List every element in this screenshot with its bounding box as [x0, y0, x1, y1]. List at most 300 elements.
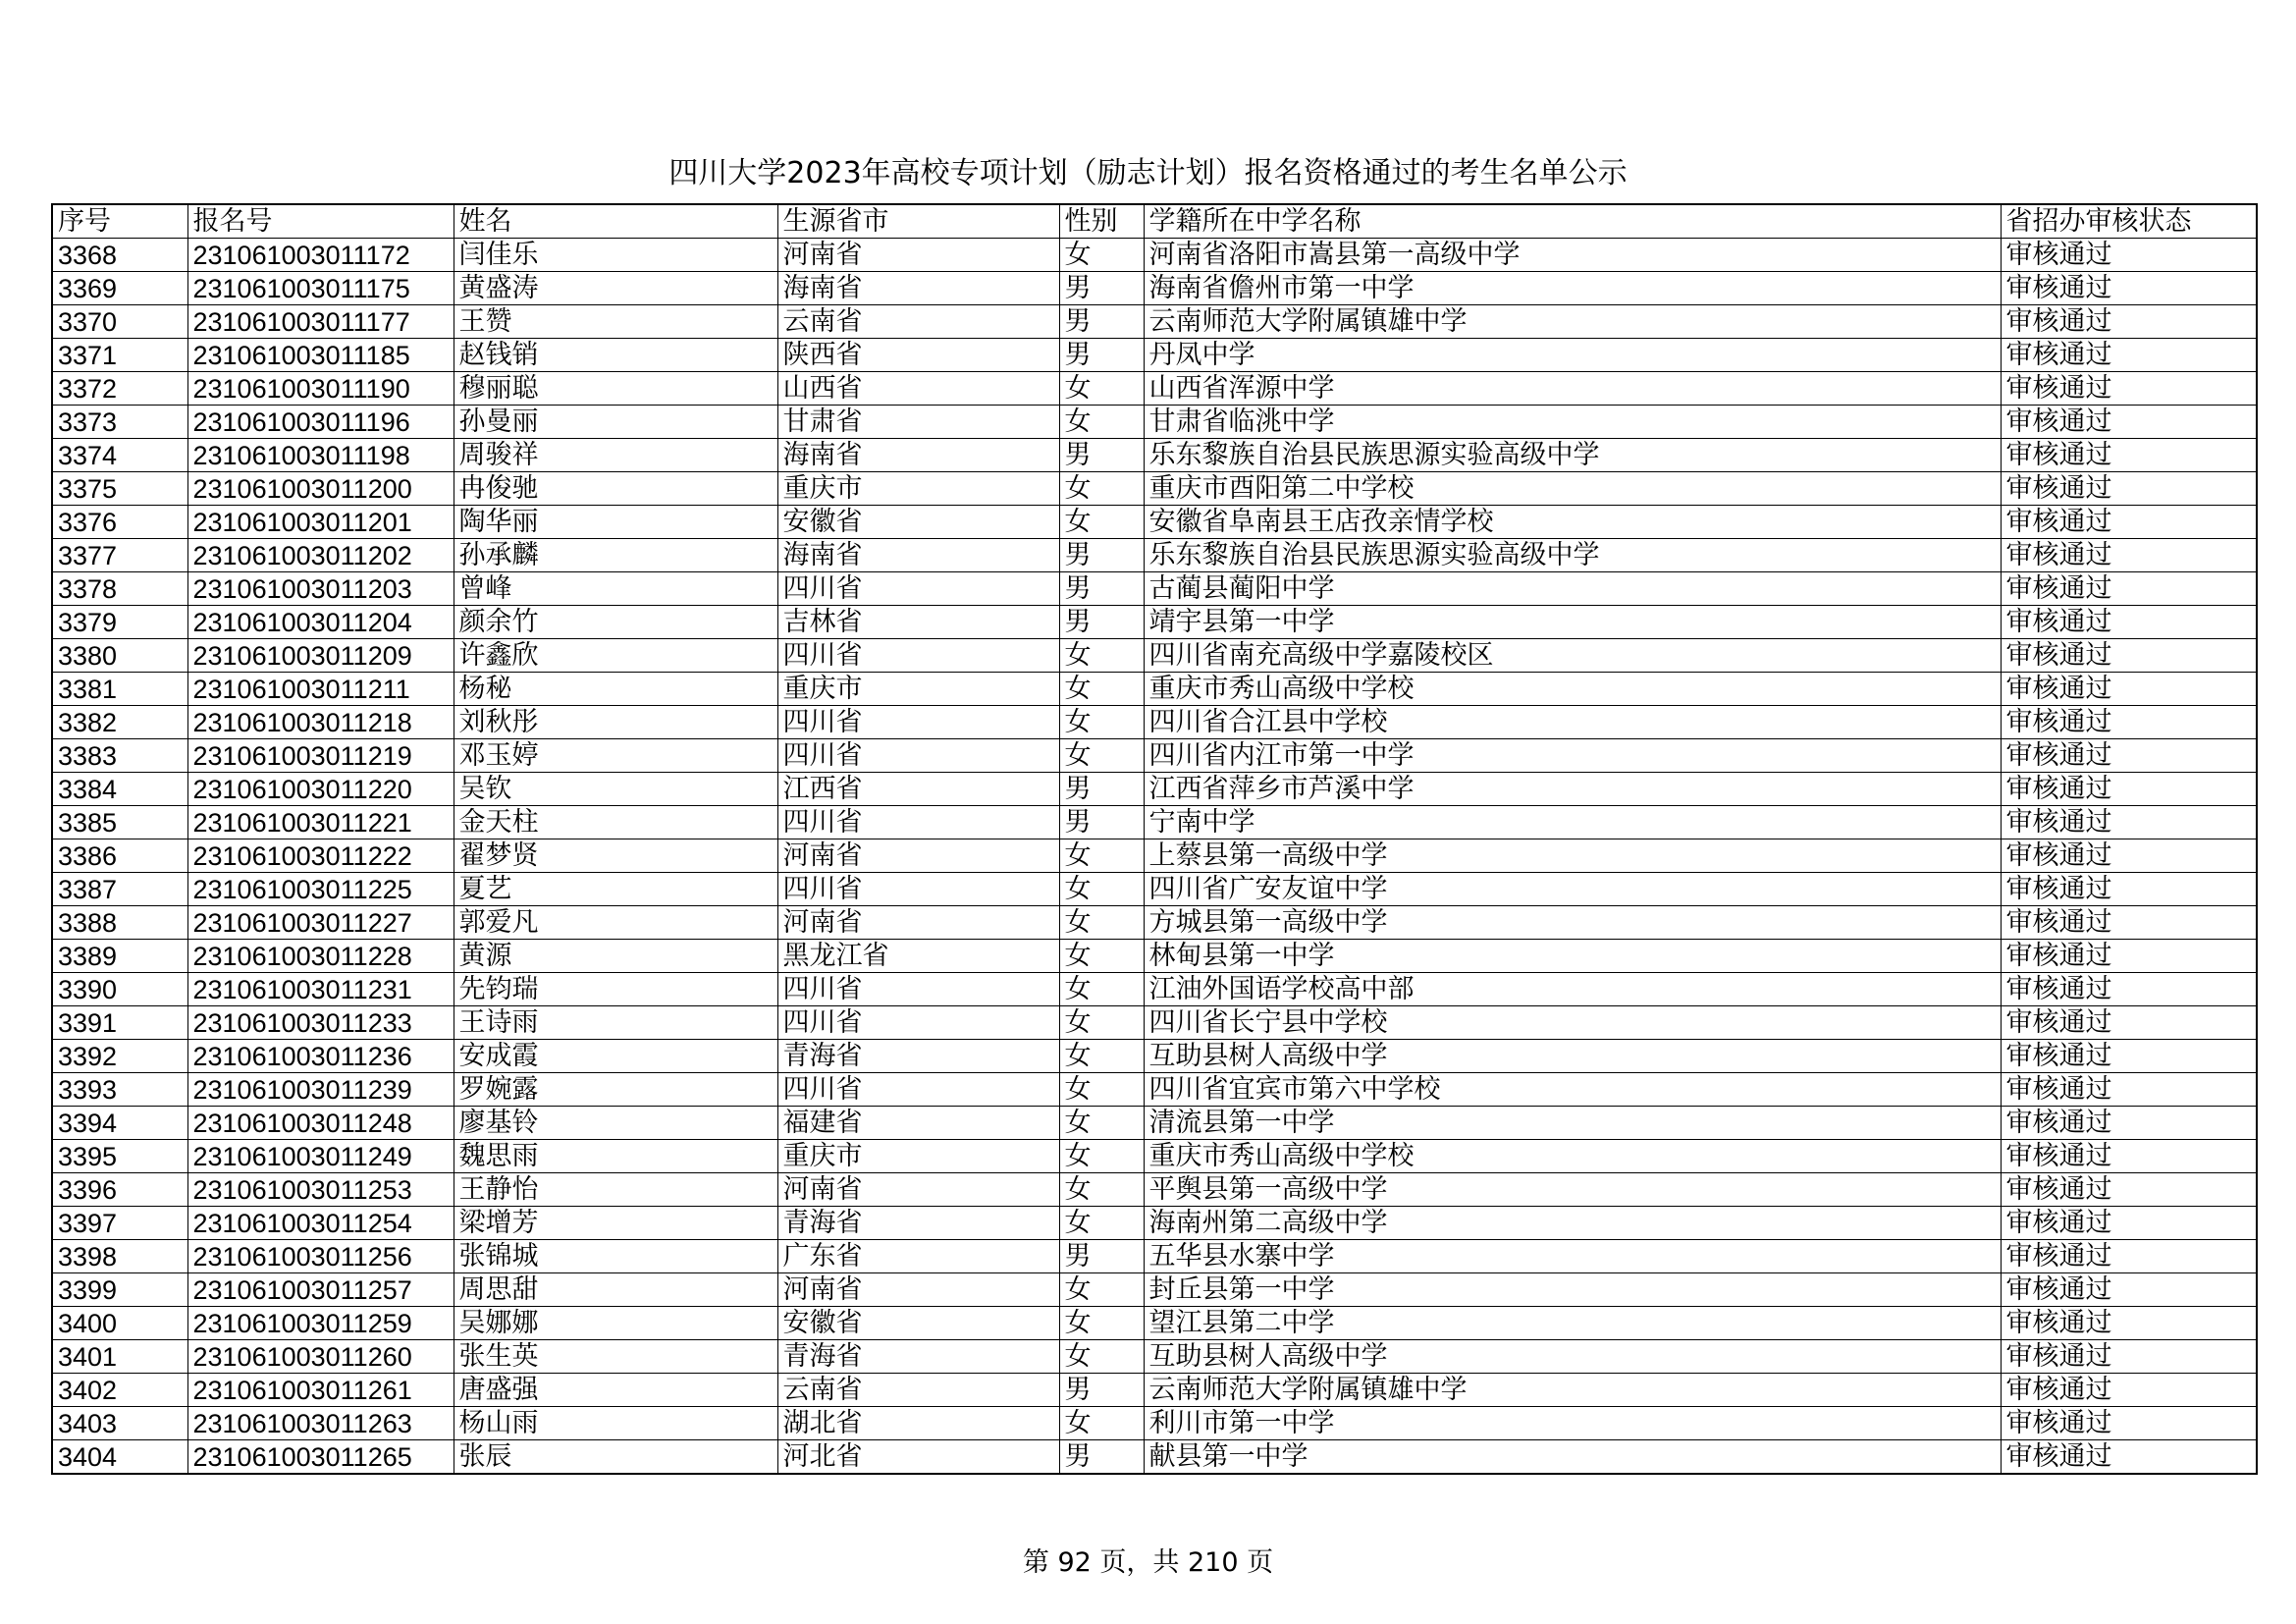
cell-name: 邓玉婷 — [454, 739, 777, 773]
cell-gender: 女 — [1059, 940, 1144, 973]
cell-registration-id: 231061003011203 — [187, 572, 454, 606]
cell-seq: 3371 — [52, 339, 187, 372]
cell-gender: 女 — [1059, 1307, 1144, 1340]
table-row — [52, 973, 2257, 1006]
cell-origin-province: 四川省 — [777, 639, 1059, 673]
cell-name: 黄源 — [454, 940, 777, 973]
cell-name: 夏艺 — [454, 873, 777, 906]
cell-review-status: 审核通过 — [2001, 639, 2257, 673]
cell-origin-province: 青海省 — [777, 1340, 1059, 1374]
cell-origin-province: 青海省 — [777, 1040, 1059, 1073]
table-row — [52, 372, 2257, 406]
cell-gender: 男 — [1059, 572, 1144, 606]
cell-registration-id: 231061003011259 — [187, 1307, 454, 1340]
cell-origin-province: 四川省 — [777, 1006, 1059, 1040]
cell-seq: 3385 — [52, 806, 187, 839]
cell-school-name: 利川市第一中学 — [1144, 1407, 2001, 1440]
cell-school-name: 方城县第一高级中学 — [1144, 906, 2001, 940]
cell-origin-province: 四川省 — [777, 706, 1059, 739]
cell-origin-province: 江西省 — [777, 773, 1059, 806]
cell-gender: 女 — [1059, 639, 1144, 673]
cell-school-name: 封丘县第一中学 — [1144, 1273, 2001, 1307]
cell-seq: 3390 — [52, 973, 187, 1006]
table-row — [52, 806, 2257, 839]
table-row — [52, 673, 2257, 706]
table-body — [52, 239, 2257, 1475]
cell-name: 王诗雨 — [454, 1006, 777, 1040]
cell-review-status: 审核通过 — [2001, 372, 2257, 406]
cell-name: 杨山雨 — [454, 1407, 777, 1440]
table-row — [52, 839, 2257, 873]
cell-school-name: 四川省内江市第一中学 — [1144, 739, 2001, 773]
cell-gender: 男 — [1059, 272, 1144, 305]
cell-seq: 3388 — [52, 906, 187, 940]
cell-name: 罗婉露 — [454, 1073, 777, 1107]
cell-review-status: 审核通过 — [2001, 1040, 2257, 1073]
table-row — [52, 239, 2257, 272]
table-row — [52, 706, 2257, 739]
cell-gender: 男 — [1059, 439, 1144, 472]
cell-review-status: 审核通过 — [2001, 806, 2257, 839]
cell-review-status: 审核通过 — [2001, 439, 2257, 472]
cell-origin-province: 河南省 — [777, 1173, 1059, 1207]
cell-registration-id: 231061003011185 — [187, 339, 454, 372]
cell-registration-id: 231061003011261 — [187, 1374, 454, 1407]
cell-gender: 女 — [1059, 1407, 1144, 1440]
cell-seq: 3368 — [52, 239, 187, 272]
table-row — [52, 272, 2257, 305]
cell-name: 廖基铃 — [454, 1107, 777, 1140]
cell-school-name: 重庆市秀山高级中学校 — [1144, 673, 2001, 706]
cell-gender: 女 — [1059, 472, 1144, 506]
column-header-registration-id: 报名号 — [187, 204, 454, 239]
cell-name: 唐盛强 — [454, 1374, 777, 1407]
cell-school-name: 四川省广安友谊中学 — [1144, 873, 2001, 906]
cell-name: 郭爱凡 — [454, 906, 777, 940]
table-row — [52, 1107, 2257, 1140]
cell-seq: 3399 — [52, 1273, 187, 1307]
cell-registration-id: 231061003011222 — [187, 839, 454, 873]
cell-seq: 3370 — [52, 305, 187, 339]
cell-gender: 男 — [1059, 806, 1144, 839]
table-row — [52, 940, 2257, 973]
cell-origin-province: 四川省 — [777, 572, 1059, 606]
cell-school-name: 江油外国语学校高中部 — [1144, 973, 2001, 1006]
cell-seq: 3401 — [52, 1340, 187, 1374]
cell-origin-province: 四川省 — [777, 739, 1059, 773]
cell-name: 金天柱 — [454, 806, 777, 839]
cell-registration-id: 231061003011227 — [187, 906, 454, 940]
cell-gender: 女 — [1059, 906, 1144, 940]
cell-seq: 3375 — [52, 472, 187, 506]
cell-seq: 3396 — [52, 1173, 187, 1207]
cell-name: 安成霞 — [454, 1040, 777, 1073]
cell-school-name: 江西省萍乡市芦溪中学 — [1144, 773, 2001, 806]
cell-registration-id: 231061003011225 — [187, 873, 454, 906]
cell-name: 翟梦贤 — [454, 839, 777, 873]
table-row — [52, 739, 2257, 773]
cell-registration-id: 231061003011248 — [187, 1107, 454, 1140]
cell-seq: 3394 — [52, 1107, 187, 1140]
cell-origin-province: 重庆市 — [777, 472, 1059, 506]
cell-seq: 3379 — [52, 606, 187, 639]
cell-gender: 女 — [1059, 839, 1144, 873]
cell-origin-province: 云南省 — [777, 1374, 1059, 1407]
cell-origin-province: 河北省 — [777, 1440, 1059, 1475]
page-footer: 第 92 页，共 210 页 — [1022, 1547, 1274, 1578]
cell-school-name: 云南师范大学附属镇雄中学 — [1144, 305, 2001, 339]
cell-name: 张辰 — [454, 1440, 777, 1475]
cell-origin-province: 四川省 — [777, 973, 1059, 1006]
cell-school-name: 四川省合江县中学校 — [1144, 706, 2001, 739]
cell-gender: 男 — [1059, 1240, 1144, 1273]
cell-review-status: 审核通过 — [2001, 606, 2257, 639]
column-header-seq: 序号 — [52, 204, 187, 239]
cell-registration-id: 231061003011233 — [187, 1006, 454, 1040]
cell-seq: 3381 — [52, 673, 187, 706]
cell-review-status: 审核通过 — [2001, 673, 2257, 706]
cell-registration-id: 231061003011218 — [187, 706, 454, 739]
cell-origin-province: 安徽省 — [777, 1307, 1059, 1340]
cell-school-name: 宁南中学 — [1144, 806, 2001, 839]
cell-seq: 3376 — [52, 506, 187, 539]
cell-origin-province: 四川省 — [777, 806, 1059, 839]
cell-registration-id: 231061003011221 — [187, 806, 454, 839]
cell-seq: 3404 — [52, 1440, 187, 1475]
cell-gender: 女 — [1059, 372, 1144, 406]
cell-name: 周思甜 — [454, 1273, 777, 1307]
cell-seq: 3391 — [52, 1006, 187, 1040]
candidate-table — [51, 203, 2258, 1475]
cell-origin-province: 黑龙江省 — [777, 940, 1059, 973]
table-row — [52, 1006, 2257, 1040]
cell-name: 穆丽聪 — [454, 372, 777, 406]
table-row — [52, 406, 2257, 439]
cell-review-status: 审核通过 — [2001, 1207, 2257, 1240]
cell-review-status: 审核通过 — [2001, 305, 2257, 339]
cell-registration-id: 231061003011260 — [187, 1340, 454, 1374]
cell-name: 张锦城 — [454, 1240, 777, 1273]
cell-registration-id: 231061003011201 — [187, 506, 454, 539]
cell-origin-province: 广东省 — [777, 1240, 1059, 1273]
cell-registration-id: 231061003011175 — [187, 272, 454, 305]
table-row — [52, 339, 2257, 372]
cell-review-status: 审核通过 — [2001, 1374, 2257, 1407]
cell-gender: 男 — [1059, 305, 1144, 339]
table-row — [52, 1140, 2257, 1173]
cell-seq: 3402 — [52, 1374, 187, 1407]
cell-gender: 女 — [1059, 1273, 1144, 1307]
cell-registration-id: 231061003011211 — [187, 673, 454, 706]
cell-name: 孙曼丽 — [454, 406, 777, 439]
cell-origin-province: 河南省 — [777, 239, 1059, 272]
cell-registration-id: 231061003011202 — [187, 539, 454, 572]
cell-name: 许鑫欣 — [454, 639, 777, 673]
cell-school-name: 互助县树人高级中学 — [1144, 1040, 2001, 1073]
cell-seq: 3372 — [52, 372, 187, 406]
table-row — [52, 539, 2257, 572]
cell-school-name: 靖宇县第一中学 — [1144, 606, 2001, 639]
cell-origin-province: 重庆市 — [777, 1140, 1059, 1173]
cell-review-status: 审核通过 — [2001, 1140, 2257, 1173]
cell-gender: 女 — [1059, 239, 1144, 272]
cell-seq: 3393 — [52, 1073, 187, 1107]
cell-seq: 3378 — [52, 572, 187, 606]
cell-school-name: 安徽省阜南县王店孜亲情学校 — [1144, 506, 2001, 539]
table-row — [52, 472, 2257, 506]
cell-school-name: 乐东黎族自治县民族思源实验高级中学 — [1144, 539, 2001, 572]
cell-gender: 女 — [1059, 706, 1144, 739]
cell-gender: 女 — [1059, 873, 1144, 906]
cell-school-name: 丹凤中学 — [1144, 339, 2001, 372]
cell-origin-province: 四川省 — [777, 1073, 1059, 1107]
cell-seq: 3403 — [52, 1407, 187, 1440]
cell-registration-id: 231061003011253 — [187, 1173, 454, 1207]
cell-review-status: 审核通过 — [2001, 739, 2257, 773]
cell-registration-id: 231061003011200 — [187, 472, 454, 506]
table-row — [52, 773, 2257, 806]
document-title: 四川大学2023年高校专项计划（励志计划）报名资格通过的考生名单公示 — [668, 156, 1628, 190]
cell-school-name: 四川省南充高级中学嘉陵校区 — [1144, 639, 2001, 673]
cell-review-status: 审核通过 — [2001, 706, 2257, 739]
cell-review-status: 审核通过 — [2001, 1107, 2257, 1140]
cell-registration-id: 231061003011190 — [187, 372, 454, 406]
cell-seq: 3374 — [52, 439, 187, 472]
cell-school-name: 互助县树人高级中学 — [1144, 1340, 2001, 1374]
cell-origin-province: 吉林省 — [777, 606, 1059, 639]
cell-name: 吴钦 — [454, 773, 777, 806]
cell-school-name: 林甸县第一中学 — [1144, 940, 2001, 973]
table-row — [52, 1173, 2257, 1207]
cell-gender: 女 — [1059, 973, 1144, 1006]
cell-registration-id: 231061003011204 — [187, 606, 454, 639]
cell-gender: 男 — [1059, 539, 1144, 572]
cell-seq: 3392 — [52, 1040, 187, 1073]
cell-school-name: 献县第一中学 — [1144, 1440, 2001, 1475]
cell-review-status: 审核通过 — [2001, 1340, 2257, 1374]
cell-gender: 女 — [1059, 739, 1144, 773]
cell-name: 闫佳乐 — [454, 239, 777, 272]
cell-gender: 女 — [1059, 1040, 1144, 1073]
cell-registration-id: 231061003011263 — [187, 1407, 454, 1440]
cell-review-status: 审核通过 — [2001, 406, 2257, 439]
cell-origin-province: 福建省 — [777, 1107, 1059, 1140]
cell-origin-province: 海南省 — [777, 439, 1059, 472]
cell-gender: 男 — [1059, 1374, 1144, 1407]
column-header-review-status: 省招办审核状态 — [2001, 204, 2257, 239]
table-header-row — [52, 204, 2257, 239]
cell-origin-province: 山西省 — [777, 372, 1059, 406]
cell-seq: 3398 — [52, 1240, 187, 1273]
cell-school-name: 重庆市酉阳第二中学校 — [1144, 472, 2001, 506]
cell-seq: 3373 — [52, 406, 187, 439]
column-header-gender: 性别 — [1059, 204, 1144, 239]
table-row — [52, 1073, 2257, 1107]
cell-name: 周骏祥 — [454, 439, 777, 472]
cell-review-status: 审核通过 — [2001, 973, 2257, 1006]
cell-seq: 3386 — [52, 839, 187, 873]
cell-registration-id: 231061003011177 — [187, 305, 454, 339]
table-row — [52, 439, 2257, 472]
cell-registration-id: 231061003011236 — [187, 1040, 454, 1073]
table-row — [52, 873, 2257, 906]
cell-name: 黄盛涛 — [454, 272, 777, 305]
cell-gender: 女 — [1059, 506, 1144, 539]
cell-seq: 3397 — [52, 1207, 187, 1240]
cell-origin-province: 河南省 — [777, 906, 1059, 940]
cell-review-status: 审核通过 — [2001, 506, 2257, 539]
cell-name: 魏思雨 — [454, 1140, 777, 1173]
cell-school-name: 平舆县第一高级中学 — [1144, 1173, 2001, 1207]
cell-gender: 男 — [1059, 606, 1144, 639]
cell-name: 颜余竹 — [454, 606, 777, 639]
cell-review-status: 审核通过 — [2001, 272, 2257, 305]
cell-name: 梁增芳 — [454, 1207, 777, 1240]
cell-registration-id: 231061003011196 — [187, 406, 454, 439]
cell-school-name: 海南州第二高级中学 — [1144, 1207, 2001, 1240]
cell-registration-id: 231061003011228 — [187, 940, 454, 973]
cell-name: 曾峰 — [454, 572, 777, 606]
cell-review-status: 审核通过 — [2001, 239, 2257, 272]
cell-school-name: 望江县第二中学 — [1144, 1307, 2001, 1340]
cell-registration-id: 231061003011209 — [187, 639, 454, 673]
cell-registration-id: 231061003011254 — [187, 1207, 454, 1240]
cell-registration-id: 231061003011220 — [187, 773, 454, 806]
cell-seq: 3387 — [52, 873, 187, 906]
cell-school-name: 乐东黎族自治县民族思源实验高级中学 — [1144, 439, 2001, 472]
cell-school-name: 重庆市秀山高级中学校 — [1144, 1140, 2001, 1173]
cell-gender: 女 — [1059, 673, 1144, 706]
cell-review-status: 审核通过 — [2001, 339, 2257, 372]
cell-review-status: 审核通过 — [2001, 940, 2257, 973]
column-header-origin-province: 生源省市 — [777, 204, 1059, 239]
cell-review-status: 审核通过 — [2001, 839, 2257, 873]
cell-origin-province: 陕西省 — [777, 339, 1059, 372]
table-row — [52, 1240, 2257, 1273]
cell-gender: 女 — [1059, 1107, 1144, 1140]
cell-origin-province: 海南省 — [777, 272, 1059, 305]
cell-name: 孙承麟 — [454, 539, 777, 572]
table-row — [52, 639, 2257, 673]
cell-review-status: 审核通过 — [2001, 1307, 2257, 1340]
cell-review-status: 审核通过 — [2001, 1006, 2257, 1040]
cell-seq: 3377 — [52, 539, 187, 572]
cell-seq: 3383 — [52, 739, 187, 773]
table-row — [52, 305, 2257, 339]
cell-seq: 3384 — [52, 773, 187, 806]
table-row — [52, 1374, 2257, 1407]
cell-name: 陶华丽 — [454, 506, 777, 539]
cell-review-status: 审核通过 — [2001, 773, 2257, 806]
cell-review-status: 审核通过 — [2001, 1407, 2257, 1440]
cell-review-status: 审核通过 — [2001, 1440, 2257, 1475]
cell-gender: 女 — [1059, 1207, 1144, 1240]
cell-school-name: 山西省浑源中学 — [1144, 372, 2001, 406]
cell-origin-province: 四川省 — [777, 873, 1059, 906]
cell-registration-id: 231061003011219 — [187, 739, 454, 773]
cell-review-status: 审核通过 — [2001, 472, 2257, 506]
column-header-name: 姓名 — [454, 204, 777, 239]
cell-origin-province: 安徽省 — [777, 506, 1059, 539]
cell-gender: 男 — [1059, 1440, 1144, 1475]
cell-registration-id: 231061003011172 — [187, 239, 454, 272]
table-row — [52, 1340, 2257, 1374]
cell-registration-id: 231061003011198 — [187, 439, 454, 472]
cell-school-name: 云南师范大学附属镇雄中学 — [1144, 1374, 2001, 1407]
cell-seq: 3400 — [52, 1307, 187, 1340]
cell-name: 吴娜娜 — [454, 1307, 777, 1340]
table-row — [52, 1307, 2257, 1340]
cell-registration-id: 231061003011265 — [187, 1440, 454, 1475]
table-row — [52, 1440, 2257, 1475]
table-row — [52, 1407, 2257, 1440]
cell-name: 王静怡 — [454, 1173, 777, 1207]
cell-review-status: 审核通过 — [2001, 873, 2257, 906]
cell-registration-id: 231061003011257 — [187, 1273, 454, 1307]
cell-review-status: 审核通过 — [2001, 1240, 2257, 1273]
cell-school-name: 清流县第一中学 — [1144, 1107, 2001, 1140]
cell-name: 冉俊驰 — [454, 472, 777, 506]
table-row — [52, 506, 2257, 539]
cell-name: 杨秘 — [454, 673, 777, 706]
cell-seq: 3389 — [52, 940, 187, 973]
cell-origin-province: 青海省 — [777, 1207, 1059, 1240]
cell-origin-province: 重庆市 — [777, 673, 1059, 706]
cell-origin-province: 云南省 — [777, 305, 1059, 339]
cell-school-name: 五华县水寨中学 — [1144, 1240, 2001, 1273]
table-row — [52, 572, 2257, 606]
table-row — [52, 606, 2257, 639]
cell-review-status: 审核通过 — [2001, 1173, 2257, 1207]
cell-school-name: 甘肃省临洮中学 — [1144, 406, 2001, 439]
cell-review-status: 审核通过 — [2001, 906, 2257, 940]
cell-seq: 3382 — [52, 706, 187, 739]
cell-seq: 3369 — [52, 272, 187, 305]
cell-school-name: 古蔺县蔺阳中学 — [1144, 572, 2001, 606]
cell-origin-province: 海南省 — [777, 539, 1059, 572]
cell-gender: 男 — [1059, 773, 1144, 806]
cell-gender: 女 — [1059, 1173, 1144, 1207]
cell-name: 先钧瑞 — [454, 973, 777, 1006]
cell-school-name: 四川省长宁县中学校 — [1144, 1006, 2001, 1040]
cell-registration-id: 231061003011249 — [187, 1140, 454, 1173]
table-row — [52, 1273, 2257, 1307]
cell-school-name: 河南省洛阳市嵩县第一高级中学 — [1144, 239, 2001, 272]
table-row — [52, 1040, 2257, 1073]
table-row — [52, 1207, 2257, 1240]
cell-gender: 女 — [1059, 1140, 1144, 1173]
cell-gender: 女 — [1059, 1006, 1144, 1040]
cell-origin-province: 湖北省 — [777, 1407, 1059, 1440]
cell-gender: 女 — [1059, 1340, 1144, 1374]
cell-gender: 女 — [1059, 406, 1144, 439]
table-row — [52, 906, 2257, 940]
cell-registration-id: 231061003011256 — [187, 1240, 454, 1273]
cell-origin-province: 甘肃省 — [777, 406, 1059, 439]
cell-school-name: 海南省儋州市第一中学 — [1144, 272, 2001, 305]
cell-review-status: 审核通过 — [2001, 572, 2257, 606]
cell-name: 张生英 — [454, 1340, 777, 1374]
cell-school-name: 上蔡县第一高级中学 — [1144, 839, 2001, 873]
cell-origin-province: 河南省 — [777, 839, 1059, 873]
cell-review-status: 审核通过 — [2001, 1073, 2257, 1107]
cell-registration-id: 231061003011239 — [187, 1073, 454, 1107]
cell-registration-id: 231061003011231 — [187, 973, 454, 1006]
cell-seq: 3395 — [52, 1140, 187, 1173]
cell-name: 刘秋彤 — [454, 706, 777, 739]
cell-gender: 男 — [1059, 339, 1144, 372]
cell-name: 王赞 — [454, 305, 777, 339]
